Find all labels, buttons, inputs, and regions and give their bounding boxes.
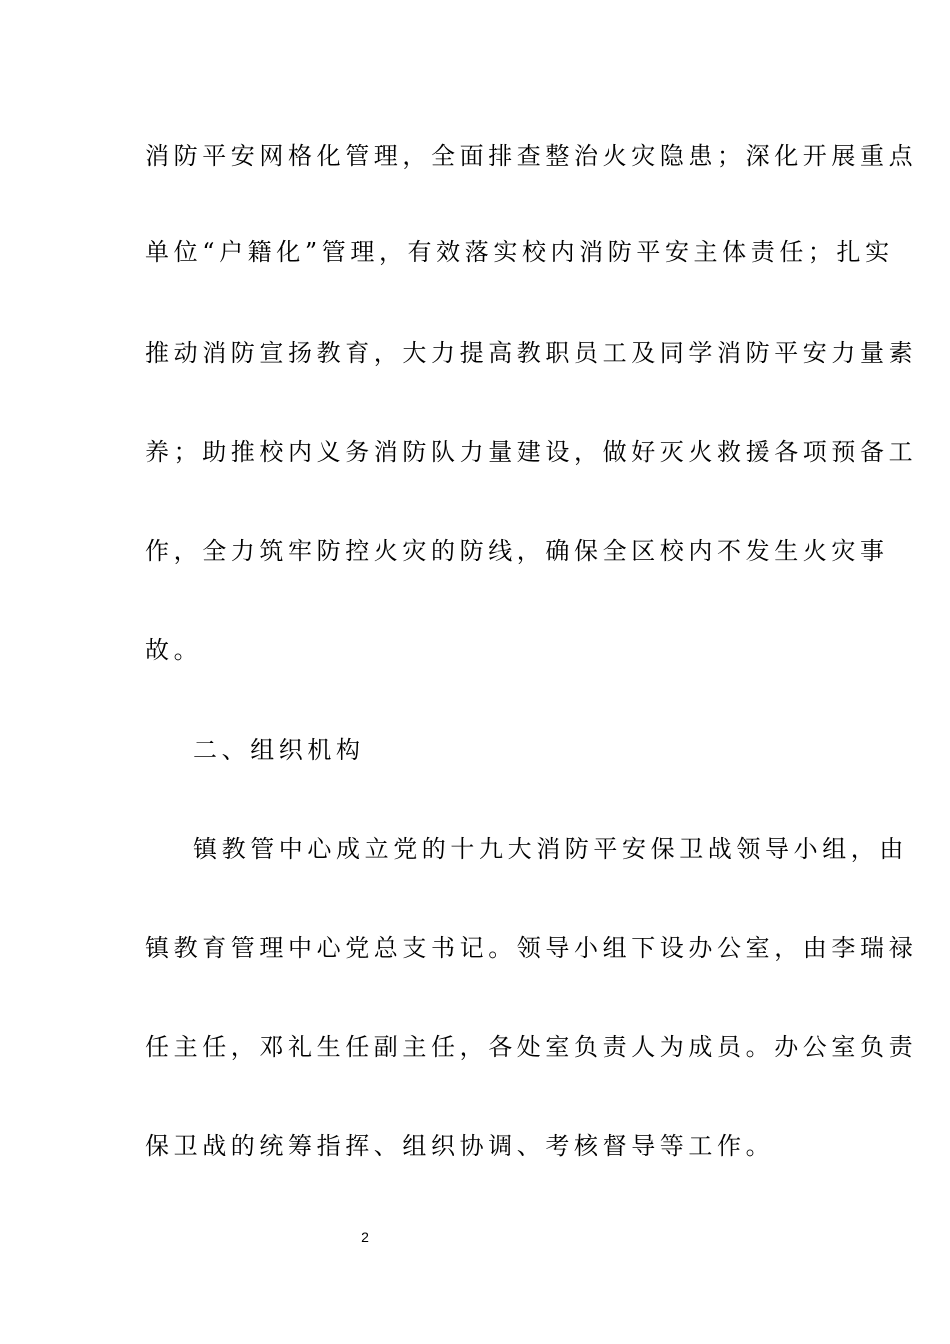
paragraph-1-line-2: 单位“户籍化”管理，有效落实校内消防平安主体责任；扎实 [145, 238, 894, 266]
paragraph-1-line-5: 作，全力筑牢防控火灾的防线，确保全区校内不发生火灾事 [145, 537, 889, 565]
paragraph-1-line-1: 消防平安网格化管理，全面排查整治火灾隐患；深化开展重点 [145, 142, 918, 170]
page-number: 2 [361, 1229, 369, 1245]
paragraph-1-line-3: 推动消防宣扬教育，大力提高教职员工及同学消防平安力量素 [145, 339, 918, 367]
paragraph-1-line-4: 养；助推校内义务消防队力量建设，做好灭火救援各项预备工 [145, 438, 918, 466]
section-heading: 二、组织机构 [193, 736, 365, 764]
paragraph-2-line-1: 镇教管中心成立党的十九大消防平安保卫战领导小组，由 [193, 835, 908, 863]
paragraph-1-line-6: 故。 [145, 636, 203, 664]
paragraph-2-line-3: 任主任，邓礼生任副主任，各处室负责人为成员。办公室负责 [145, 1033, 918, 1061]
paragraph-2-line-2: 镇教育管理中心党总支书记。领导小组下设办公室，由李瑞禄 [145, 934, 918, 962]
paragraph-2-line-4: 保卫战的统筹指挥、组织协调、考核督导等工作。 [145, 1132, 775, 1160]
